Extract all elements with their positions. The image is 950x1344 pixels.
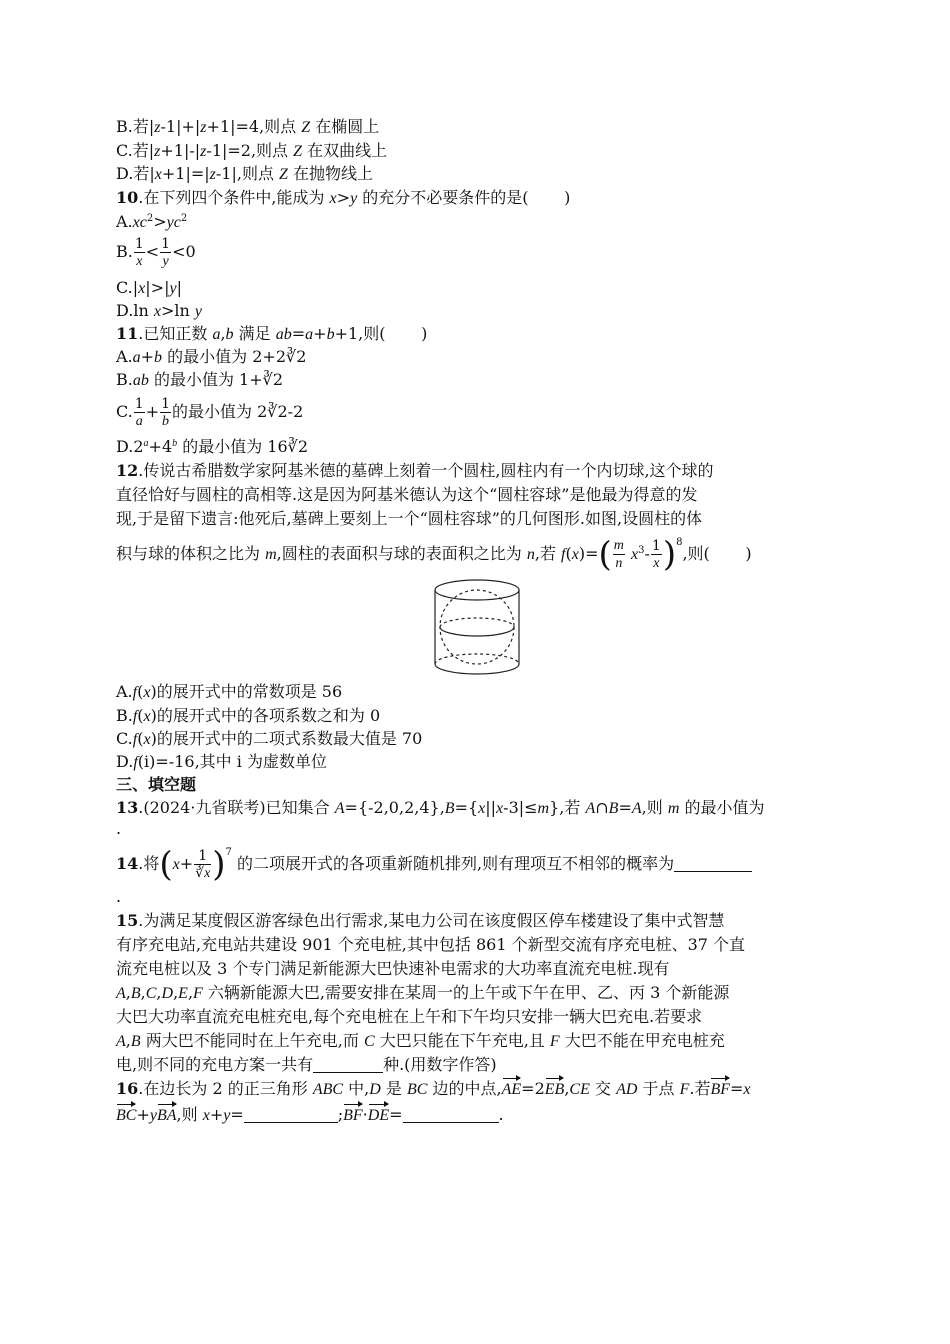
q12-line-1: 12.传说古希腊数学家阿基米德的墓碑上刻着一个圆柱,圆柱内有一个内切球,这个球的	[116, 461, 714, 480]
q15-line-3: 流充电桩以及 3 个专门满足新能源大巴快速补电需求的大功率直流充电桩.现有	[116, 959, 670, 978]
section-heading-fill-in: 三、填空题	[116, 775, 197, 794]
q11-option-a: A.a+b 的最小值为 2+2∛2	[116, 347, 307, 366]
q14-answer-blank[interactable]	[674, 855, 752, 872]
q12-option-c: C.f(x)的展开式中的二项式系数最大值是 70	[116, 729, 423, 748]
q15-line-5: 大巴大功率直流充电桩充电,每个充电桩在上午和下午均只安排一辆大巴充电.若要求	[116, 1007, 703, 1026]
q10-option-b: B. $\frac{1}{x}$ < $\frac{1}{y}$ <0	[116, 235, 196, 269]
q10-stem: 10.在下列四个条件中,能成为 x>y 的充分不必要条件的是( )	[116, 188, 571, 207]
q15-answer-blank[interactable]	[313, 1056, 383, 1073]
q11-stem: 11.已知正数 a,b 满足 ab=a+b+1,则( )	[116, 324, 428, 343]
q13-period: .	[116, 819, 122, 838]
q15-line-1: 15.为满足某度假区游客绿色出行需求,某电力公司在该度假区停车楼建设了集中式智慧	[116, 911, 725, 930]
q15-line-4: A,B,C,D,E,F 六辆新能源大巴,需要安排在某周一的上午或下午在甲、乙、丙 3 个新能源	[116, 983, 730, 1002]
q14-stem: 14.将(x+ $\frac{1}{∛x}$ )$^7$ 的二项展开式的各项重新随机排列,则有理项互不相邻的概率为	[116, 842, 836, 887]
q9-option-b: B.若|z-1|+|z+1|=4,则点 Z 在椭圆上	[116, 117, 380, 136]
q10-option-a: $A.xc^2>yc^2$	[116, 212, 188, 231]
q12-line-3: 现,于是留下遗言:他死后,墓碑上要刻上一个“圆柱容球”的几何图形.如图,设圆柱的体	[116, 509, 703, 528]
q15-line-2: 有序充电站,充电站共建设 901 个充电桩,其中包括 861 个新型交流有序充电桩、37 个直	[116, 935, 746, 954]
sphere-equator-front	[440, 627, 514, 636]
q10-option-c: C.|x|>|y|	[116, 278, 182, 297]
q10-option-d: D.ln x>ln y	[116, 301, 202, 320]
q15-line-6: A,B 两大巴不能同时在上午充电,而 C 大巴只能在下午充电,且 F 大巴不能在甲充电桩充	[116, 1031, 725, 1050]
cylinder-bottom-back	[435, 654, 519, 664]
q12-line-2: 直径恰好与圆柱的高相等.这是因为阿基米德认为这个“圆柱容球”是他最为得意的发	[116, 485, 698, 504]
q12-option-a: A.f(x)的展开式中的常数项是 56	[116, 682, 343, 701]
q11-option-b: B.ab 的最小值为 1+∛2	[116, 370, 283, 389]
q11-option-d: $D.2^a+4^b$ 的最小值为 16∛2	[116, 437, 309, 456]
q16-line-1: 16.在边长为 2 的正三角形 ABC 中,D 是 BC 边的中点,AE=2EB,CE 交 AD 于点 F.若BF=x	[116, 1078, 836, 1101]
q16-answer-blank-1[interactable]	[244, 1106, 338, 1123]
q12-line-4: 积与球的体积之比为 m,圆柱的表面积与球的表面积之比为 n,若 f(x)=( $\frac{m}{n}$ $x^3-$ $\frac{1}{x}$ )$^8$,则( )	[116, 534, 752, 575]
q16-answer-blank-2[interactable]	[403, 1106, 499, 1123]
q15-line-7: 电,则不同的充电方案一共有 种.(用数字作答)	[116, 1055, 497, 1074]
q11-option-c: C. $\frac{1}{a}$ + $\frac{1}{b}$ 的最小值为 2∛2-2	[116, 395, 304, 429]
sphere-equator-back	[440, 618, 514, 627]
q14-period: .	[116, 887, 122, 906]
q9-option-d: D.若|x+1|=|z-1|,则点 Z 在抛物线上	[116, 164, 374, 183]
inscribed-sphere	[440, 590, 514, 664]
q12-option-d: D.f(i)=-16,其中 i 为虚数单位	[116, 752, 327, 771]
cylinder-bottom-front	[435, 664, 519, 674]
q12-option-b: B.f(x)的展开式中的各项系数之和为 0	[116, 706, 381, 725]
q16-line-2: BC+yBA,则 x+y= ;BF·DE= .	[116, 1104, 836, 1127]
cylinder-sphere-figure	[430, 578, 524, 676]
q9-option-c: C.若|z+1|-|z-1|=2,则点 Z 在双曲线上	[116, 141, 388, 160]
q13-stem: 13.(2024·九省联考)已知集合 A={-2,0,2,4},B={x||x-3|≤m},若 A∩B=A,则 m 的最小值为	[116, 798, 765, 817]
